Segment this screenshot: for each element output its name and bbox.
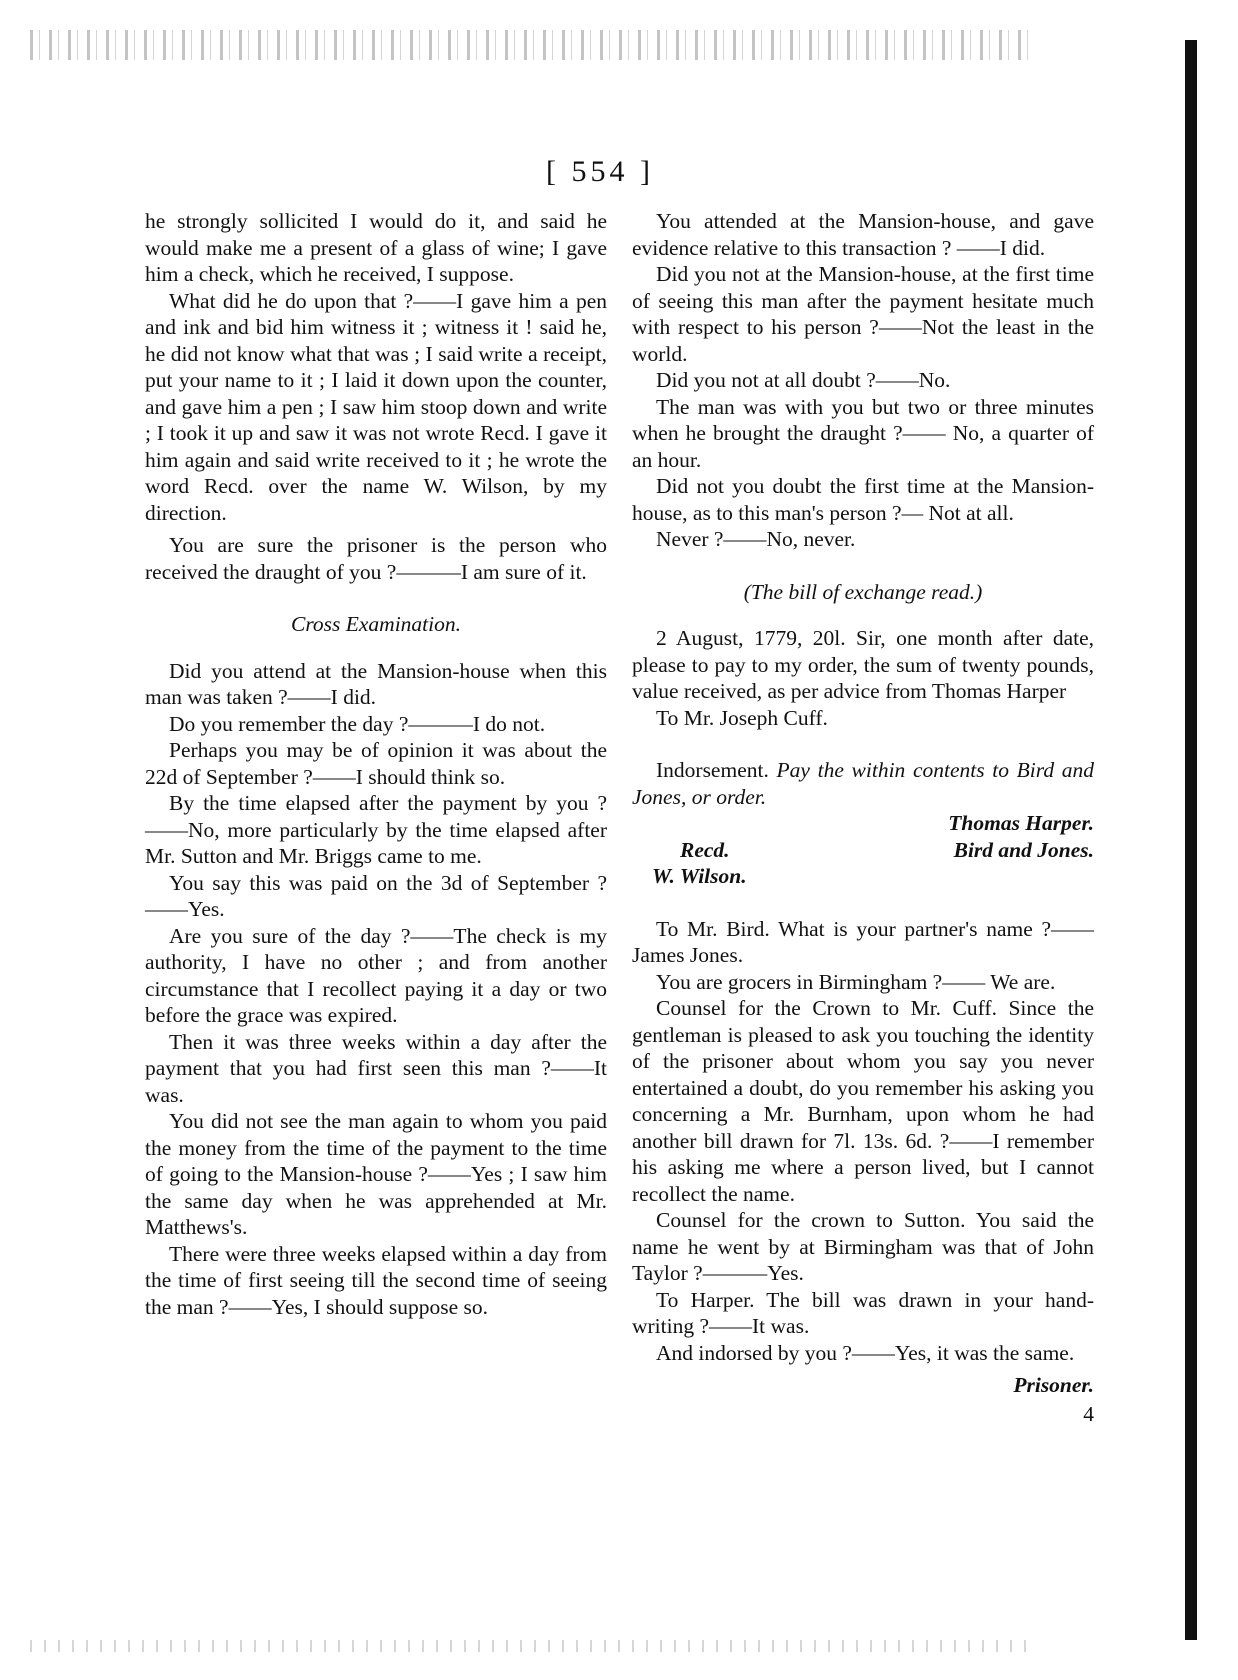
paragraph: What did he do upon that ?——I gave him a pen and ink and bid him witness it ; witness it ! said he, he did not know what that was ; I said write a receipt, put your name to it ; I laid it down upon the counter, and gave him a pen ; I saw him stoop down and write ; I took it up and saw it was not wrote Recd. I gave it him again and said write received to it ; he wrote the word Recd. over the name W. Wilson, by my direction. (145, 288, 607, 525)
section-heading: Cross Examination. (290, 612, 462, 636)
scan-noise-top (30, 30, 1030, 60)
catchword: Prisoner. (1013, 1373, 1094, 1397)
signature-mark: 4 (1083, 1401, 1094, 1426)
paragraph: Are you sure of the day ?——The check is my authority, I have no other ; and from another circumstance that I recollect paying it a day or two before the grace was expired. (145, 923, 607, 1027)
paragraph: To Harper. The bill was drawn in your hand-writing ?——It was. (632, 1287, 1094, 1338)
receipt-row (632, 837, 1094, 864)
paragraph: There were three weeks elapsed within a day from the time of first seeing till the second time of seeing the man ?——Yes, I should suppose so. (145, 1241, 607, 1319)
paragraph: Perhaps you may be of opinion it was about the 22d of September ?——I should think so. (145, 738, 607, 789)
paragraph: You are sure the prisoner is the person who received the draught of you ?———I am sure of it. (145, 533, 607, 584)
paragraph: You are grocers in Birmingham ?—— We are. (656, 969, 1056, 994)
paragraph: You attended at the Mansion-house, and gave evidence relative to this transaction ? ——I did. (632, 209, 1094, 260)
signature-harper: Thomas Harper. (948, 811, 1094, 835)
left-column (145, 208, 607, 1320)
indorsement-text: Pay the within contents to Bird and Jones, or order. (632, 758, 1094, 809)
paragraph: You say this was paid on the 3d of September ?——Yes. (145, 870, 607, 921)
paragraph: Did you not at all doubt ?——No. (656, 368, 951, 392)
paragraph: Did not you doubt the first time at the Mansion-house, as to this man's person ?— Not at all. (632, 474, 1094, 525)
bill-text: 2 August, 1779, 20l. Sir, one month after date, please to pay to my order, the sum of twenty pounds, value received, as per advice from Thomas Harper (632, 626, 1094, 703)
paragraph: To Mr. Bird. What is your partner's name ?——James Jones. (632, 916, 1094, 967)
scan-noise-bottom (30, 1640, 1030, 1652)
paragraph: Did you not at the Mansion-house, at the first time of seeing this man after the payment hesitate much with respect to his person ?——Not the least in the world. (632, 262, 1094, 366)
page-folio: [ 554 ] (546, 155, 654, 188)
paragraph: Do you remember the day ?———I do not. (169, 711, 546, 736)
bill-heading: (The bill of exchange read.) (743, 579, 983, 604)
bill-addressee: To Mr. Joseph Cuff. (656, 705, 828, 730)
signature-wilson: W. Wilson. (652, 864, 747, 888)
paragraph: Counsel for the Crown to Mr. Cuff. Since the gentleman is pleased to ask you touching the identity of the prisoner about whom you say you never entertained a doubt, do you remember his asking you concerning a Mr. Burnham, upon whom he had another bill drawn for 7l. 13s. 6d. ?——I remember his asking me where a person lived, but I cannot recollect the name. (632, 996, 1094, 1206)
indorsement (632, 757, 1094, 810)
paragraph: Counsel for the crown to Sutton. You said the name he went by at Birmingham was that of John Taylor ?———Yes. (632, 1208, 1094, 1285)
right-column (632, 208, 1094, 1427)
receipt-mark: Recd. (680, 837, 730, 862)
paragraph: You did not see the man again to whom you paid the money from the time of the payment to the time of going to the Mansion-house ?——Yes ; I saw him the same day when he was apprehended at Mr. Matthews's. (145, 1109, 607, 1239)
paragraph: Did you attend at the Mansion-house when this man was taken ?——I did. (145, 658, 607, 709)
signature-bird-jones: Bird and Jones. (953, 837, 1094, 862)
scan-edge-bar (1185, 40, 1197, 1640)
paragraph: The man was with you but two or three minutes when he brought the draught ?—— No, a quarter of an hour. (632, 394, 1094, 472)
paragraph: Then it was three weeks within a day after the payment that you had first seen this man ?——It was. (145, 1029, 607, 1107)
paragraph: Never ?——No, never. (656, 527, 856, 551)
indorsement-label: Indorsement. (656, 758, 769, 782)
paragraph: And indorsed by you ?——Yes, it was the same. (656, 1340, 1075, 1365)
paragraph: By the time elapsed after the payment by you ?——No, more particularly by the time elapsed after Mr. Sutton and Mr. Briggs came to me. (145, 791, 607, 868)
paragraph: he strongly sollicited I would do it, and said he would make me a present of a glass of wine; I gave him a check, which he received, I suppose. (145, 209, 607, 286)
